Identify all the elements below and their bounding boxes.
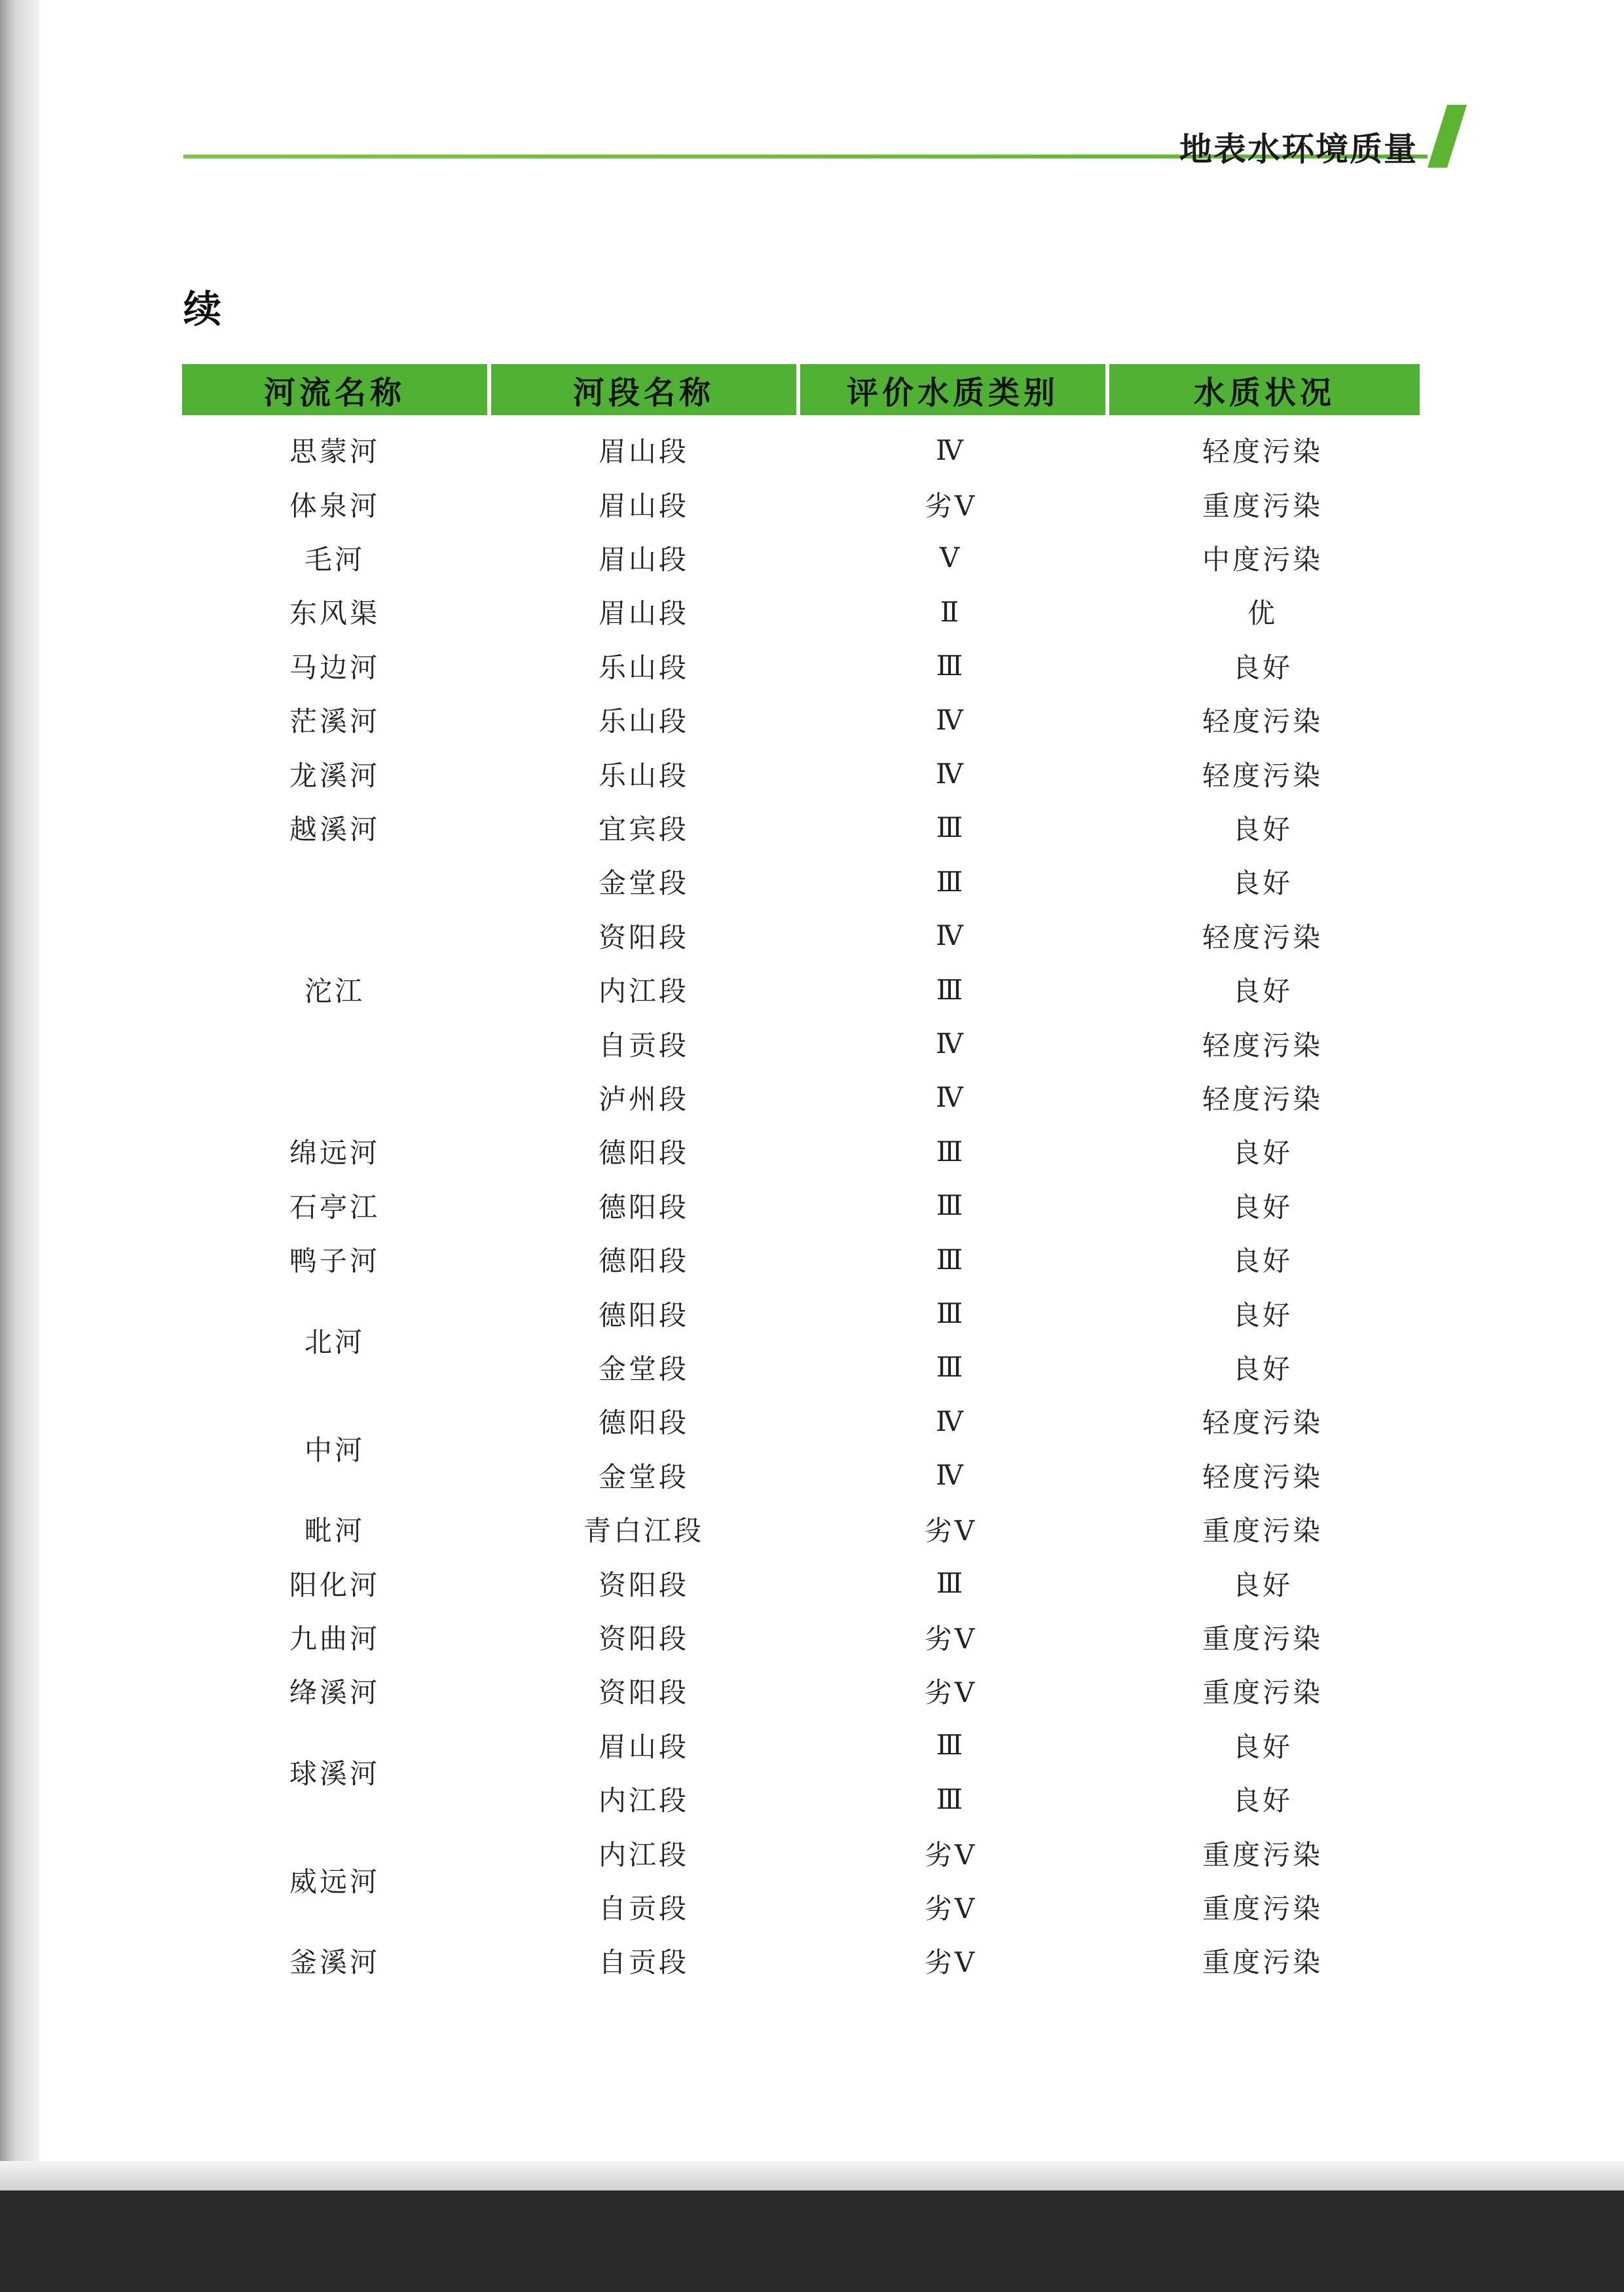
- water-quality-table: [182, 364, 1420, 1979]
- table-row: [491, 531, 1420, 585]
- quality-status-cell: 轻度污染: [1202, 1029, 1323, 1062]
- quality-status-cell: 良好: [1232, 651, 1293, 684]
- segment-cell: 乐山段: [598, 759, 689, 792]
- quality-class-cell: Ⅲ: [936, 1783, 966, 1815]
- segment-cell: 内江段: [598, 975, 689, 1008]
- header-accent-mark: [1428, 105, 1467, 168]
- segment-cell: 眉山段: [598, 543, 689, 576]
- segment-cell: 自贡段: [598, 1946, 689, 1979]
- table-row: [491, 1502, 1420, 1556]
- river-name-cell: 毛河: [304, 543, 365, 576]
- quality-class-cell: Ⅲ: [936, 1243, 966, 1276]
- table-row: [491, 423, 1420, 477]
- river-name-cell: 马边河: [289, 651, 380, 684]
- quality-status-cell: 重度污染: [1202, 1622, 1323, 1655]
- page-binding-shadow: [0, 0, 39, 2190]
- segment-cell: 眉山段: [598, 435, 689, 468]
- river-name-cell: 体泉河: [289, 489, 380, 522]
- quality-class-cell: Ⅲ: [936, 1729, 966, 1762]
- river-name-cell: 九曲河: [289, 1622, 380, 1655]
- segment-cell: 眉山段: [598, 597, 689, 630]
- table-row: [491, 693, 1420, 747]
- quality-status-cell: 重度污染: [1202, 1676, 1323, 1709]
- table-row: [491, 1934, 1420, 1987]
- river-name-cell: 毗河: [304, 1515, 365, 1547]
- quality-class-cell: Ⅲ: [936, 1297, 966, 1330]
- quality-class-cell: Ⅲ: [936, 973, 966, 1006]
- quality-class-cell: Ⅳ: [936, 758, 966, 790]
- segment-cell: 德阳段: [598, 1407, 689, 1439]
- header-quality-class: 评价水质类别: [800, 364, 1105, 415]
- table-row: [491, 855, 1420, 908]
- quality-class-cell: 劣Ⅴ: [924, 489, 978, 522]
- quality-status-cell: 轻度污染: [1202, 1407, 1323, 1439]
- river-name-cell: 越溪河: [289, 813, 380, 845]
- segment-cell: 金堂段: [598, 867, 689, 900]
- page-bottom-edge: [0, 2161, 1624, 2190]
- quality-class-cell: Ⅳ: [936, 434, 966, 466]
- quality-status-cell: 良好: [1232, 1137, 1293, 1170]
- table-row: [491, 1179, 1420, 1232]
- header-segment-name: 河段名称: [491, 364, 796, 415]
- table-row: [491, 477, 1420, 530]
- river-name-cell: 绛溪河: [289, 1676, 380, 1709]
- segment-cell: 泸州段: [598, 1082, 689, 1115]
- quality-status-cell: 轻度污染: [1202, 705, 1323, 738]
- quality-status-cell: 良好: [1232, 1352, 1293, 1385]
- table-row: [491, 1394, 1420, 1448]
- quality-status-cell: 重度污染: [1202, 1515, 1323, 1547]
- quality-class-cell: 劣Ⅴ: [924, 1946, 978, 1979]
- river-name-cell: 茫溪河: [289, 705, 380, 738]
- quality-status-cell: 良好: [1232, 1191, 1293, 1223]
- quality-class-cell: Ⅲ: [936, 865, 966, 898]
- table-row: [491, 963, 1420, 1016]
- river-name-cell: 威远河: [289, 1865, 380, 1898]
- quality-status-cell: 轻度污染: [1202, 1460, 1323, 1493]
- segment-cell: 金堂段: [598, 1460, 689, 1493]
- quality-status-cell: 良好: [1232, 813, 1293, 845]
- quality-class-cell: 劣Ⅴ: [924, 1622, 978, 1655]
- quality-class-cell: Ⅳ: [936, 703, 966, 736]
- table-row: [491, 1718, 1420, 1772]
- segment-cell: 自贡段: [598, 1029, 689, 1062]
- table-row: [491, 1664, 1420, 1718]
- table-row: [491, 1772, 1420, 1826]
- quality-class-cell: Ⅱ: [940, 595, 962, 628]
- table-row: [491, 1449, 1420, 1502]
- river-name-cell: 阳化河: [289, 1568, 380, 1601]
- quality-class-cell: Ⅳ: [936, 1027, 966, 1060]
- table-row: [491, 1071, 1420, 1124]
- table-row: [491, 747, 1420, 800]
- quality-class-cell: 劣Ⅴ: [924, 1838, 978, 1871]
- quality-class-cell: Ⅲ: [936, 1351, 966, 1384]
- quality-status-cell: 良好: [1232, 1784, 1293, 1817]
- quality-status-cell: 中度污染: [1202, 543, 1323, 576]
- segment-cell: 眉山段: [598, 1730, 689, 1763]
- continued-label: 续: [183, 287, 222, 331]
- table-row: [491, 801, 1420, 855]
- river-name-cell: 北河: [304, 1325, 365, 1358]
- page-header-title: 地表水环境质量: [1179, 130, 1418, 168]
- quality-status-cell: 良好: [1232, 1568, 1293, 1601]
- table-row: [491, 1826, 1420, 1879]
- table-row: [491, 1016, 1420, 1070]
- river-name-cell: 东风渠: [289, 597, 380, 630]
- segment-cell: 资阳段: [598, 1676, 689, 1709]
- segment-cell: 宜宾段: [598, 813, 689, 845]
- quality-class-cell: Ⅲ: [936, 811, 966, 844]
- quality-status-cell: 良好: [1232, 1730, 1293, 1763]
- quality-class-cell: 劣Ⅴ: [924, 1676, 978, 1709]
- table-row: [491, 1340, 1420, 1394]
- quality-class-cell: Ⅳ: [936, 919, 966, 952]
- quality-status-cell: 轻度污染: [1202, 921, 1323, 953]
- segment-cell: 资阳段: [598, 921, 689, 953]
- segment-cell: 德阳段: [598, 1245, 689, 1278]
- quality-class-cell: Ⅲ: [936, 650, 966, 682]
- quality-class-cell: Ⅳ: [936, 1081, 966, 1114]
- table-row: [491, 1232, 1420, 1286]
- quality-status-cell: 轻度污染: [1202, 1082, 1323, 1115]
- river-name-cell: 石亭江: [289, 1191, 380, 1223]
- river-name-cell: 思蒙河: [289, 435, 380, 468]
- table-row: [491, 639, 1420, 693]
- segment-cell: 德阳段: [598, 1137, 689, 1170]
- quality-class-cell: Ⅴ: [939, 542, 963, 574]
- table-row: [491, 1556, 1420, 1610]
- quality-status-cell: 重度污染: [1202, 1838, 1323, 1871]
- segment-cell: 内江段: [598, 1784, 689, 1817]
- quality-class-cell: 劣Ⅴ: [924, 1515, 978, 1547]
- quality-status-cell: 重度污染: [1202, 489, 1323, 522]
- segment-cell: 金堂段: [598, 1352, 689, 1385]
- segment-cell: 乐山段: [598, 651, 689, 684]
- segment-cell: 德阳段: [598, 1191, 689, 1223]
- river-name-cell: 绵远河: [289, 1137, 380, 1170]
- quality-status-cell: 良好: [1232, 867, 1293, 900]
- river-name-cell: 球溪河: [289, 1757, 380, 1790]
- quality-class-cell: Ⅲ: [936, 1135, 966, 1168]
- river-name-cell: 沱江: [304, 975, 365, 1008]
- quality-status-cell: 轻度污染: [1202, 759, 1323, 792]
- table-header: [182, 364, 1420, 415]
- quality-status-cell: 良好: [1232, 1245, 1293, 1278]
- quality-status-cell: 良好: [1232, 975, 1293, 1008]
- table-row: [491, 585, 1420, 638]
- quality-class-cell: Ⅲ: [936, 1189, 966, 1222]
- table-row: [491, 1124, 1420, 1178]
- quality-class-cell: Ⅲ: [936, 1567, 966, 1600]
- segment-cell: 自贡段: [598, 1892, 689, 1925]
- header-quality-status: 水质状况: [1109, 364, 1420, 415]
- segment-cell: 资阳段: [598, 1568, 689, 1601]
- quality-class-cell: 劣Ⅴ: [924, 1892, 978, 1925]
- quality-status-cell: 重度污染: [1202, 1892, 1323, 1925]
- segment-cell: 资阳段: [598, 1622, 689, 1655]
- table-row: [491, 1286, 1420, 1340]
- segment-cell: 眉山段: [598, 489, 689, 522]
- quality-class-cell: Ⅳ: [936, 1459, 966, 1492]
- quality-class-cell: Ⅳ: [936, 1405, 966, 1437]
- table-row: [491, 1880, 1420, 1934]
- table-row: [491, 909, 1420, 963]
- segment-cell: 青白江段: [583, 1515, 704, 1547]
- quality-status-cell: 重度污染: [1202, 1946, 1323, 1979]
- river-name-cell: 釜溪河: [289, 1946, 380, 1979]
- quality-status-cell: 良好: [1232, 1299, 1293, 1331]
- quality-status-cell: 优: [1247, 597, 1278, 630]
- river-name-cell: 中河: [304, 1433, 365, 1466]
- segment-cell: 内江段: [598, 1838, 689, 1871]
- segment-cell: 德阳段: [598, 1299, 689, 1331]
- header-river-name: 河流名称: [182, 364, 487, 415]
- table-row: [491, 1610, 1420, 1664]
- river-name-cell: 龙溪河: [289, 759, 380, 792]
- segment-cell: 乐山段: [598, 705, 689, 738]
- quality-status-cell: 轻度污染: [1202, 435, 1323, 468]
- river-name-cell: 鸭子河: [289, 1245, 380, 1278]
